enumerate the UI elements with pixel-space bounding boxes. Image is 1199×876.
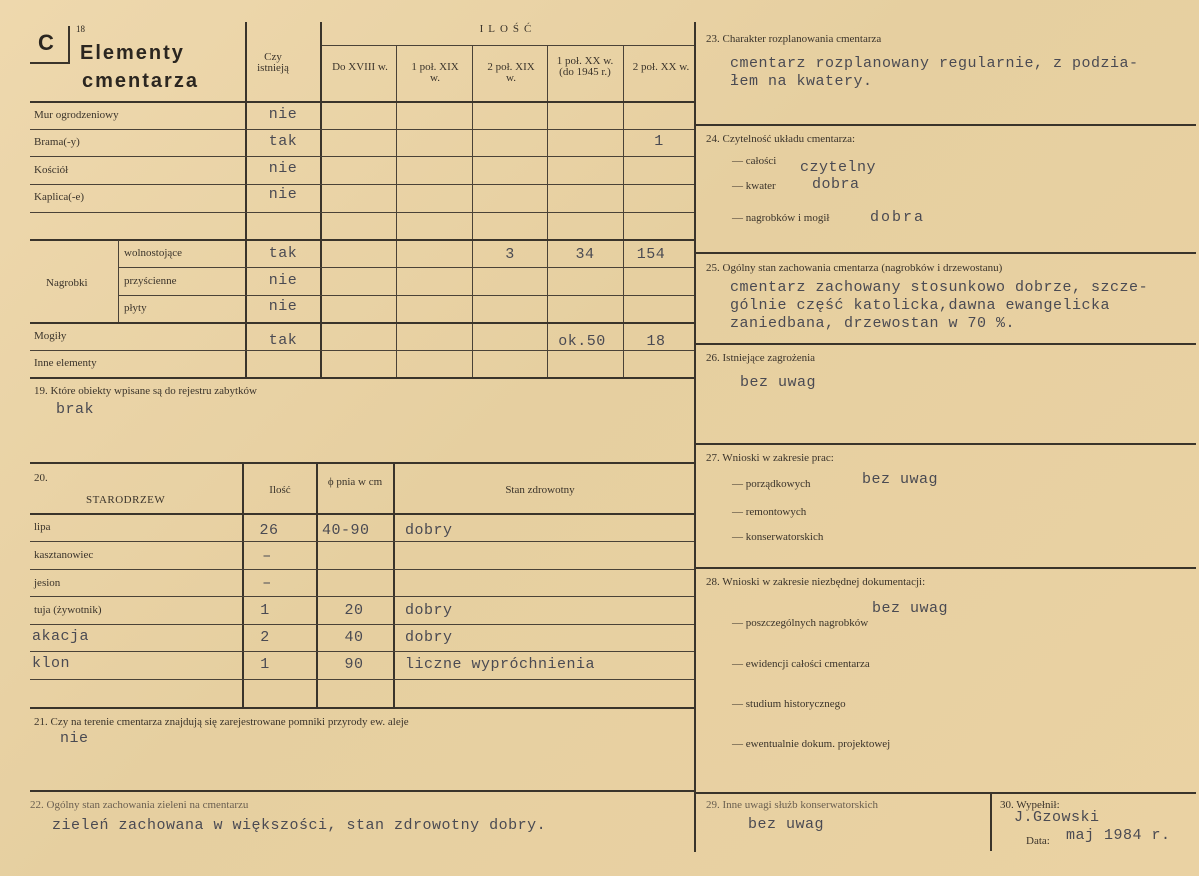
q27-item-porzadkowych: — porządkowych (732, 478, 811, 490)
period-header-2: 2 poł. XIX w. (487, 61, 535, 84)
q23-line2: łem na kwatery. (730, 73, 873, 90)
section-title-line2: cmentarza (82, 70, 199, 92)
tree-name-kasztanowiec: kasztanowiec (34, 549, 94, 561)
qty-mogily-2pol-xx: 18 (646, 333, 666, 350)
q25-line2: gólnie część katolicka,dawna ewangelicka (730, 297, 1111, 314)
tree-qty-klon: 1 (260, 656, 270, 673)
row-label-mur: Mur ogrodzeniowy (34, 109, 119, 121)
tree-name-klon: klon (32, 655, 71, 672)
q24-kwater-label: — kwater (732, 180, 776, 192)
q28-item-studium: — studium historycznego (732, 698, 846, 710)
q24-calosci: czytelny (800, 159, 877, 176)
qty-wolnostojace-1pol-xx: 34 (575, 246, 595, 263)
exists-kosciol: nie (268, 160, 298, 177)
tree-health-klon: liczne wypróchnienia (405, 656, 596, 673)
tree-qty-tuja: 1 (260, 602, 270, 619)
q30-date-label: Data: (1026, 835, 1050, 847)
exists-mur: nie (268, 106, 298, 123)
tree-diam-tuja: 20 (344, 602, 364, 619)
q28-answer: bez uwag (872, 600, 949, 617)
row-label-kaplica: Kaplica(-e) (34, 191, 85, 203)
exists-przyscienne: nie (268, 272, 298, 289)
qty-wolnostojace-2pol-xx: 154 (636, 246, 666, 263)
q28-label: 28. Wnioski w zakresie niezbędnej dokumentacji: (706, 576, 926, 588)
q21-label: 21. Czy na terenie cmentarza znajdują się zarejestrowane pomniki przyrody ew. aleje (34, 716, 409, 728)
q29-answer: bez uwag (748, 816, 825, 833)
tree-name-tuja: tuja (żywotnik) (34, 604, 102, 616)
q19-answer: brak (56, 401, 95, 418)
starodrzew-col-diam: ϕ pnia w cm (327, 476, 383, 488)
row-label-inne: Inne elementy (34, 357, 97, 369)
exists-kaplica: nie (268, 186, 298, 203)
row-label-plyty: płyty (124, 302, 147, 314)
starodrzew-col-health: Stan zdrowotny (505, 484, 575, 496)
qty-brama-2pol-xx: 1 (654, 133, 664, 150)
q30-date: maj 1984 r. (1066, 827, 1171, 844)
row-label-brama: Brama(-y) (34, 136, 80, 148)
exists-wolnostojace: tak (268, 245, 298, 262)
q23-label: 23. Charakter rozplanowania cmentarza (706, 33, 882, 45)
q27-item-remontowych: — remontowych (732, 506, 807, 518)
q26-label: 26. Istniejące zagrożenia (706, 352, 816, 364)
starodrzew-num: 20. (34, 472, 48, 484)
period-header-1: 1 poł. XIX w. (411, 61, 459, 84)
period-header-3: 1 poł. XX w. (do 1945 r.) (556, 55, 614, 78)
section-number: 18 (76, 24, 85, 34)
q27-answer: bez uwag (862, 471, 939, 488)
q25-line1: cmentarz zachowany stosunkowo dobrze, szcze- (730, 279, 1149, 296)
period-header-0: Do XVIII w. (332, 61, 388, 73)
q23-line1: cmentarz rozplanowany regularnie, z podzia- (730, 55, 1139, 72)
section-letter: C (38, 30, 54, 55)
q30-label: 30. Wypełnił: (1000, 799, 1060, 811)
tree-diam-lipa: 40-90 (322, 522, 370, 539)
tree-qty-lipa: 26 (259, 522, 279, 539)
q27-item-konserwatorskich: — konserwatorskich (732, 531, 824, 543)
row-label-mogily: Mogiły (34, 330, 67, 342)
q22-answer: zieleń zachowana w większości, stan zdrowotny dobry. (52, 817, 547, 834)
tree-name-lipa: lipa (34, 521, 51, 533)
q25-label: 25. Ogólny stan zachowania cmentarza (nagrobków i drzewostanu) (706, 262, 1003, 274)
exists-mogily: tak (268, 332, 298, 349)
section-title-line1: Elementy (80, 42, 185, 64)
row-label-przyscienne: przyścienne (124, 275, 177, 287)
q27-label: 27. Wnioski w zakresie prac: (706, 452, 834, 464)
tree-qty-akacja: 2 (260, 629, 270, 646)
tree-qty-jesion: – (262, 575, 272, 592)
tree-health-akacja: dobry (405, 629, 453, 646)
q25-line3: zaniedbana, drzewostan w 70 %. (730, 315, 1016, 332)
q30-name: J.Gzowski (1014, 809, 1100, 826)
tree-name-jesion: jesion (34, 577, 61, 589)
q24-nagrobkow-label: — nagrobków i mogił (732, 212, 830, 224)
row-label-nagrobki: Nagrobki (46, 277, 88, 289)
tree-health-lipa: dobry (405, 522, 453, 539)
tree-diam-akacja: 40 (344, 629, 364, 646)
q24-nagrobkow: dobra (870, 209, 926, 226)
q28-item-nagrobkow: — poszczególnych nagrobków (732, 617, 869, 629)
tree-qty-kasztanowiec: – (262, 548, 272, 565)
tree-name-akacja: akacja (32, 628, 90, 645)
col-quantity-header: ILOŚĆ (479, 23, 537, 35)
starodrzew-col-qty: Ilość (269, 484, 291, 496)
q29-label: 29. Inne uwagi służb konserwatorskich (706, 799, 878, 811)
tree-diam-klon: 90 (344, 656, 364, 673)
q24-label: 24. Czytelność układu cmentarza: (706, 133, 856, 145)
tree-health-tuja: dobry (405, 602, 453, 619)
q21-answer: nie (60, 730, 89, 747)
qty-mogily-1pol-xx: ok.50 (558, 333, 606, 350)
exists-brama: tak (268, 133, 298, 150)
col-exists-header: Czy istnieją (257, 51, 289, 74)
qty-wolnostojace-2pol-xix: 3 (505, 246, 515, 263)
period-header-4: 2 poł. XX w. (632, 61, 690, 73)
q26-answer: bez uwag (740, 374, 817, 391)
q22-label: 22. Ogólny stan zachowania zieleni na cmentarzu (30, 799, 249, 811)
row-label-wolnostojace: wolnostojące (124, 247, 183, 259)
starodrzew-title: STARODRZEW (86, 494, 166, 506)
q28-item-projektowej: — ewentualnie dokum. projektowej (732, 738, 891, 750)
q28-item-ewidencji: — ewidencji całości cmentarza (732, 658, 870, 670)
q19-label: 19. Które obiekty wpisane są do rejestru zabytków (34, 385, 257, 397)
row-label-kosciol: Kościół (34, 164, 69, 176)
q24-kwater: dobra (812, 176, 860, 193)
exists-plyty: nie (268, 298, 298, 315)
q24-calosci-label: — całości (732, 155, 777, 167)
